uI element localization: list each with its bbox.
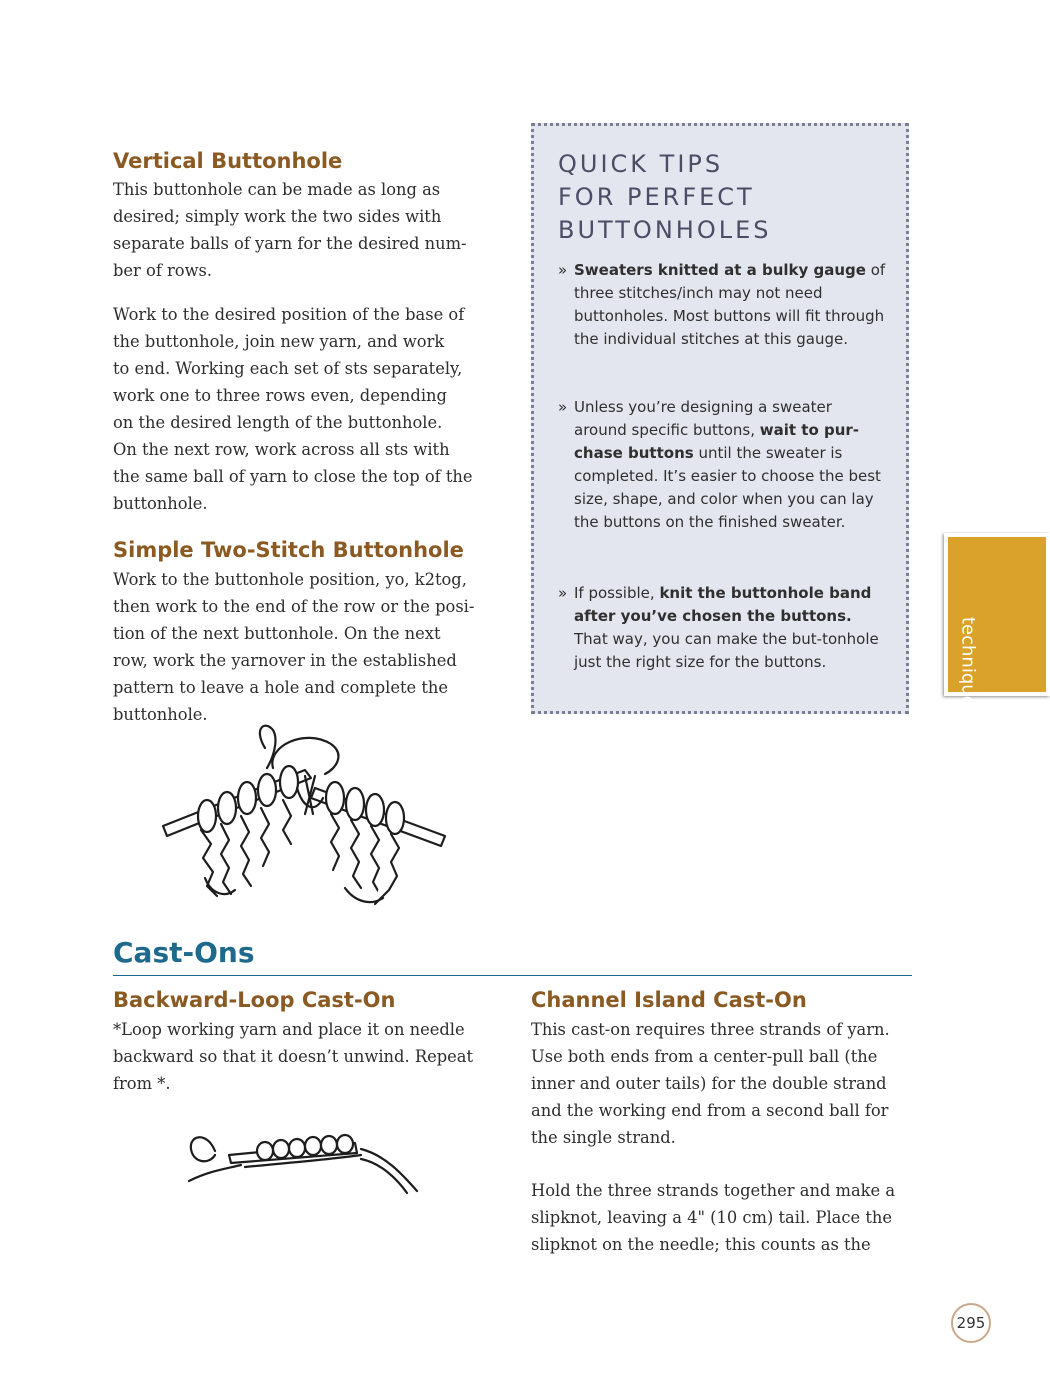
text-line: buttonhole.	[113, 494, 208, 513]
bullet-marker: »	[558, 261, 568, 279]
techniques-side-tab	[944, 533, 1050, 717]
text-line: On the next row, work across all sts with	[113, 440, 450, 459]
backward-loop-cast-on-illustration	[185, 1125, 425, 1197]
cast-ons-section-title: Cast-Ons	[113, 936, 255, 969]
tip-bold: Sweaters knitted at a bulky gauge	[574, 261, 866, 279]
text-line: Work to the buttonhole position, yo, k2tog,	[113, 570, 467, 589]
title-line: QUICK TIPS	[558, 150, 724, 178]
tip-item	[558, 582, 888, 674]
tip-bold: wait to pur-chase buttons	[574, 421, 860, 462]
text-line: Work to the desired position of the base of	[113, 305, 465, 324]
tip-text	[574, 396, 888, 534]
simple-buttonhole-para	[113, 566, 513, 728]
quick-tips-title	[558, 148, 771, 247]
text-line: tion of the next buttonhole. On the next	[113, 624, 441, 643]
text-line: Hold the three strands together and make a	[531, 1181, 896, 1200]
channel-island-para2	[531, 1177, 931, 1258]
buttonhole-knitting-illustration	[155, 718, 455, 910]
channel-island-para1	[531, 1016, 931, 1151]
page-number: 295	[951, 1303, 991, 1343]
text-line: backward so that it doesn’t unwind. Repeat	[113, 1047, 474, 1066]
text-line: inner and outer tails) for the double strand	[531, 1074, 887, 1093]
tip-plain: That way, you can make the but-tonhole just the right size for the buttons.	[574, 630, 879, 671]
text-line: from *.	[113, 1074, 171, 1093]
text-line: slipknot on the needle; this counts as the	[531, 1235, 871, 1254]
text-line: and the working end from a second ball for	[531, 1101, 889, 1120]
text-line: buttonhole.	[113, 705, 208, 724]
text-line: This cast-on requires three strands of yarn.	[531, 1020, 890, 1039]
vertical-buttonhole-heading: Vertical Buttonhole	[113, 149, 343, 173]
text-line: on the desired length of the buttonhole.	[113, 413, 443, 432]
tip-plain: of three stitches/inch may not need buttonholes. Most buttons will fit through the individual stitches at this gauge.	[574, 261, 886, 348]
text-line: desired; simply work the two sides with	[113, 207, 442, 226]
backward-loop-para	[113, 1016, 513, 1097]
text-line: ber of rows.	[113, 261, 213, 280]
section-divider	[113, 975, 912, 976]
tip-plain: If possible,	[574, 584, 660, 602]
text-line: pattern to leave a hole and complete the	[113, 678, 448, 697]
tip-item	[558, 259, 888, 351]
side-tab-label: techniques	[957, 617, 979, 717]
text-line: the same ball of yarn to close the top of the	[113, 467, 473, 486]
vertical-buttonhole-para1	[113, 176, 513, 284]
tip-plain: until the sweater is completed. It’s easier to choose the best size, shape, and color when you can lay the buttons on the finished sweater.	[574, 444, 881, 531]
quick-tips-box	[531, 123, 909, 714]
text-line: *Loop working yarn and place it on needle	[113, 1020, 465, 1039]
tip-text	[574, 582, 888, 674]
text-line: Use both ends from a center-pull ball (the	[531, 1047, 878, 1066]
title-line: BUTTONHOLES	[558, 216, 772, 244]
text-line: separate balls of yarn for the desired num-	[113, 234, 467, 253]
text-line: work one to three rows even, depending	[113, 386, 447, 405]
text-line: then work to the end of the row or the posi-	[113, 597, 475, 616]
text-line: row, work the yarnover in the established	[113, 651, 457, 670]
tip-item	[558, 396, 888, 534]
text-line: slipknot, leaving a 4" (10 cm) tail. Place the	[531, 1208, 892, 1227]
tip-bold: knit the buttonhole band after you’ve chosen the buttons.	[574, 584, 872, 625]
channel-island-heading: Channel Island Cast-On	[531, 988, 807, 1012]
bullet-marker: »	[558, 398, 568, 416]
simple-buttonhole-heading: Simple Two-Stitch Buttonhole	[113, 538, 464, 562]
text-line: the single strand.	[531, 1128, 676, 1147]
backward-loop-heading: Backward-Loop Cast-On	[113, 988, 396, 1012]
title-line: FOR PERFECT	[558, 183, 755, 211]
text-line: to end. Working each set of sts separately,	[113, 359, 463, 378]
vertical-buttonhole-para2	[113, 301, 513, 517]
tip-text	[574, 259, 888, 351]
text-line: the buttonhole, join new yarn, and work	[113, 332, 445, 351]
text-line: This buttonhole can be made as long as	[113, 180, 441, 199]
tip-plain: Unless you’re designing a sweater around specific buttons,	[574, 398, 832, 439]
bullet-marker: »	[558, 584, 568, 602]
